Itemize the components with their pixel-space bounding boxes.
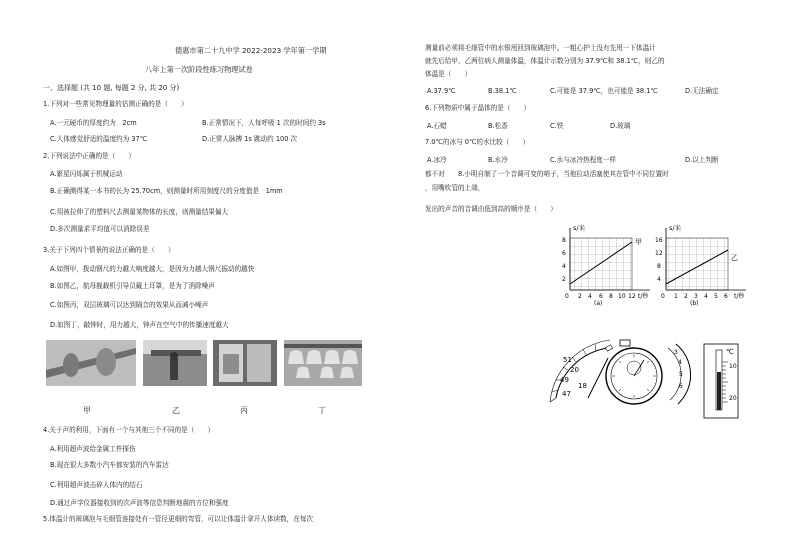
- q2-option-d: D.多次测量求平均值可以消除误差: [50, 225, 150, 233]
- q4-stem: 4.关于声的利用，下面有一个与其他三个不同的是（ ）: [43, 426, 215, 434]
- photo-ding-bells: [284, 340, 362, 386]
- graph-b-x-tick: 1: [674, 293, 678, 300]
- graph-b-y-tick-16: 16: [655, 237, 663, 244]
- q7-option-a: A.冰冷: [427, 156, 447, 164]
- q1-option-d: D.正常人脉搏 1s 跳动约 100 次: [202, 135, 298, 143]
- caption-bing: 丙: [240, 406, 248, 415]
- graph-a-y-tick-2: 2: [562, 276, 566, 283]
- dial-label-18: 18: [578, 382, 587, 390]
- q6-option-b: B.松香: [488, 122, 508, 130]
- q4-option-d: D.通过声学仪器接收到的次声波等信息判断地震的方位和强度: [50, 499, 229, 507]
- q7-option-d: D.以上判断: [685, 156, 719, 164]
- graph-a-x-tick: 4: [588, 293, 592, 300]
- photo-yi-aircraft: [143, 340, 207, 386]
- q3-option-d: D.如图丁，敲钟时，用力越大，钟声在空气中的传播速度越大: [50, 321, 229, 329]
- q5-line4: 体温是（ ）: [425, 70, 472, 78]
- graph-b-y-tick-8: 8: [657, 263, 661, 270]
- graph-b-x-tick: 3: [694, 293, 698, 300]
- q6-option-c: C.铁: [550, 122, 564, 130]
- q1-stem: 1.下列对一些常见物理量的估测正确的是（ ）: [43, 100, 188, 108]
- graph-b-y-tick-4: 4: [657, 276, 661, 283]
- graph-a-y-tick-8: 8: [562, 237, 566, 244]
- section-heading: 一、选择题 (共 10 题, 每题 2 分, 共 20 分): [43, 84, 180, 92]
- q7-option-c: C.水与冰冷热程度一样: [550, 156, 617, 164]
- q7-option-d-tail: 都不对: [425, 170, 445, 178]
- graph-a: [560, 222, 660, 306]
- graph-a-x-tick: 0: [565, 293, 569, 300]
- q5-option-b: B.38.1℃: [488, 87, 517, 95]
- small-dial-label-6: 6: [679, 383, 683, 390]
- photo-jia-ruler: [46, 340, 136, 386]
- q5-line1: 5.体温计的玻璃泡与毛细管连接处有一管径更细的弯管，可以让体温计拿开人体读数，在每次: [43, 515, 314, 523]
- dial-label-49: 49: [560, 376, 569, 384]
- q3-option-a: A.如图甲，拨动钢尺的力越大响度越大，是因为力越大钢尺振动的越快: [50, 265, 255, 273]
- small-dial-label-5: 5: [679, 371, 683, 378]
- graph-a-x-tick: 6: [599, 293, 603, 300]
- q2-option-b: B.正确测得某一本书的长为 25.70cm，则测量时所用刻度尺的分度值是 1mm: [50, 187, 283, 195]
- small-dial-label-4: 4: [678, 359, 682, 366]
- graph-a-x-unit: t/秒: [638, 293, 649, 300]
- q2-stem: 2.下列说法中正确的是（ ）: [43, 152, 136, 160]
- graph-a-y-unit: s/米: [573, 224, 586, 232]
- graph-b-x-tick: 4: [704, 293, 708, 300]
- small-dial-label-3: 3: [674, 349, 678, 356]
- q6-stem: 6.下列物质中属于晶体的是（ ）: [425, 104, 531, 112]
- q7-stem: 7.0℃的冰与 0℃的水比较（ ）: [425, 138, 530, 146]
- graph-a-x-tick: 2: [578, 293, 582, 300]
- q5-line2: 测量前必须将毛细管中的水银甩回到玻璃泡中。一粗心护士没有先甩一下体温计: [425, 44, 656, 52]
- q8-line1: 8.小明自制了一个音调可变的哨子，当他拉动活塞使其在管中不同位置时: [458, 170, 669, 178]
- q4-option-b: B.现在很大多数小汽车都安装的汽车雷达: [50, 461, 169, 469]
- stopwatch-figure: [548, 338, 708, 448]
- q8-line2: ，用嘴吹管的上端，: [425, 184, 485, 192]
- q4-option-a: A.利用超声波给金属工件探伤: [50, 445, 136, 453]
- dial-label-20: 20: [570, 366, 579, 374]
- q1-option-b: B.正常情况下，人每呼吸 1 次的时间约 3s: [202, 119, 326, 127]
- q5-option-d: D.无法确定: [685, 87, 719, 95]
- graph-a-y-tick-6: 6: [562, 250, 566, 257]
- graph-b-x-tick: 6: [724, 293, 728, 300]
- caption-yi: 乙: [172, 406, 180, 415]
- graph-a-x-tick: 8: [609, 293, 613, 300]
- q2-option-a: A.繁星闪烁属于机械运动: [50, 170, 123, 178]
- exam-title: 八年上第一次阶段性练习物理试卷: [145, 65, 253, 74]
- q7-option-b: B.水冷: [488, 156, 508, 164]
- dial-label-51: 51: [563, 356, 572, 364]
- q3-option-b: B.如图乙，航母舰载机引导员戴上耳罩，是为了消除噪声: [50, 282, 215, 290]
- school-title: 德惠市第二十九中学 2022-2023 学年第一学期: [175, 46, 327, 55]
- graph-b-series-label: 乙: [731, 254, 738, 262]
- q3-option-c: C.如图丙，双层玻璃可以达到隔音的效果从而减小噪声: [50, 301, 209, 309]
- q4-option-c: C.利用超声波击碎人体内的结石: [50, 481, 143, 489]
- thermometer-label-20: 20: [729, 395, 737, 402]
- thermometer-unit: ℃: [726, 348, 734, 356]
- q8-line3: 发出的声音的音调由低到高的顺序是（ ）: [425, 205, 557, 213]
- graph-b-y-unit: s/米: [669, 224, 682, 232]
- graph-a-caption: (a): [594, 300, 603, 306]
- graph-a-x-tick: 10: [618, 293, 626, 300]
- graph-a-y-tick-4: 4: [562, 263, 566, 270]
- q2-option-c: C.用被拉伸了的塑料尺去测量某物体的长度，则测量结果偏大: [50, 208, 229, 216]
- graph-b-x-tick: 0: [661, 293, 665, 300]
- dial-label-47: 47: [562, 390, 571, 398]
- photo-bing-window: [213, 340, 277, 386]
- graph-a-series-label: 甲: [635, 238, 642, 246]
- caption-ding: 丁: [318, 406, 326, 415]
- graph-b-y-tick-12: 12: [655, 250, 663, 257]
- q6-option-d: D.玻璃: [610, 122, 631, 130]
- thermometer-figure: [702, 342, 742, 422]
- q5-option-a: A.37.9℃: [427, 87, 456, 95]
- graph-a-x-tick: 12: [628, 293, 636, 300]
- q6-option-a: A.石蜡: [427, 122, 447, 130]
- graph-b-x-tick: 5: [714, 293, 718, 300]
- thermometer-label-10: 10: [729, 363, 737, 370]
- graph-b: [654, 222, 754, 306]
- graph-b-x-unit: t/秒: [734, 293, 745, 300]
- caption-jia: 甲: [83, 406, 91, 415]
- q1-option-c: C.人体感觉舒适的温度约为 37℃: [50, 135, 148, 143]
- q5-line3: 就先后给甲、乙两位病人测量体温，体温计示数分别为 37.9℃和 38.1℃，则乙的: [425, 57, 665, 65]
- q5-option-c: C.可能是 37.9℃，也可能是 38.1℃: [550, 87, 658, 95]
- graph-b-caption: (b): [690, 300, 699, 306]
- graph-b-x-tick: 2: [684, 293, 688, 300]
- q3-stem: 3.关于下列四个情景的说法正确的是（ ）: [43, 246, 175, 254]
- q1-option-a: A.一元硬币的厚度约为 2cm: [50, 119, 137, 127]
